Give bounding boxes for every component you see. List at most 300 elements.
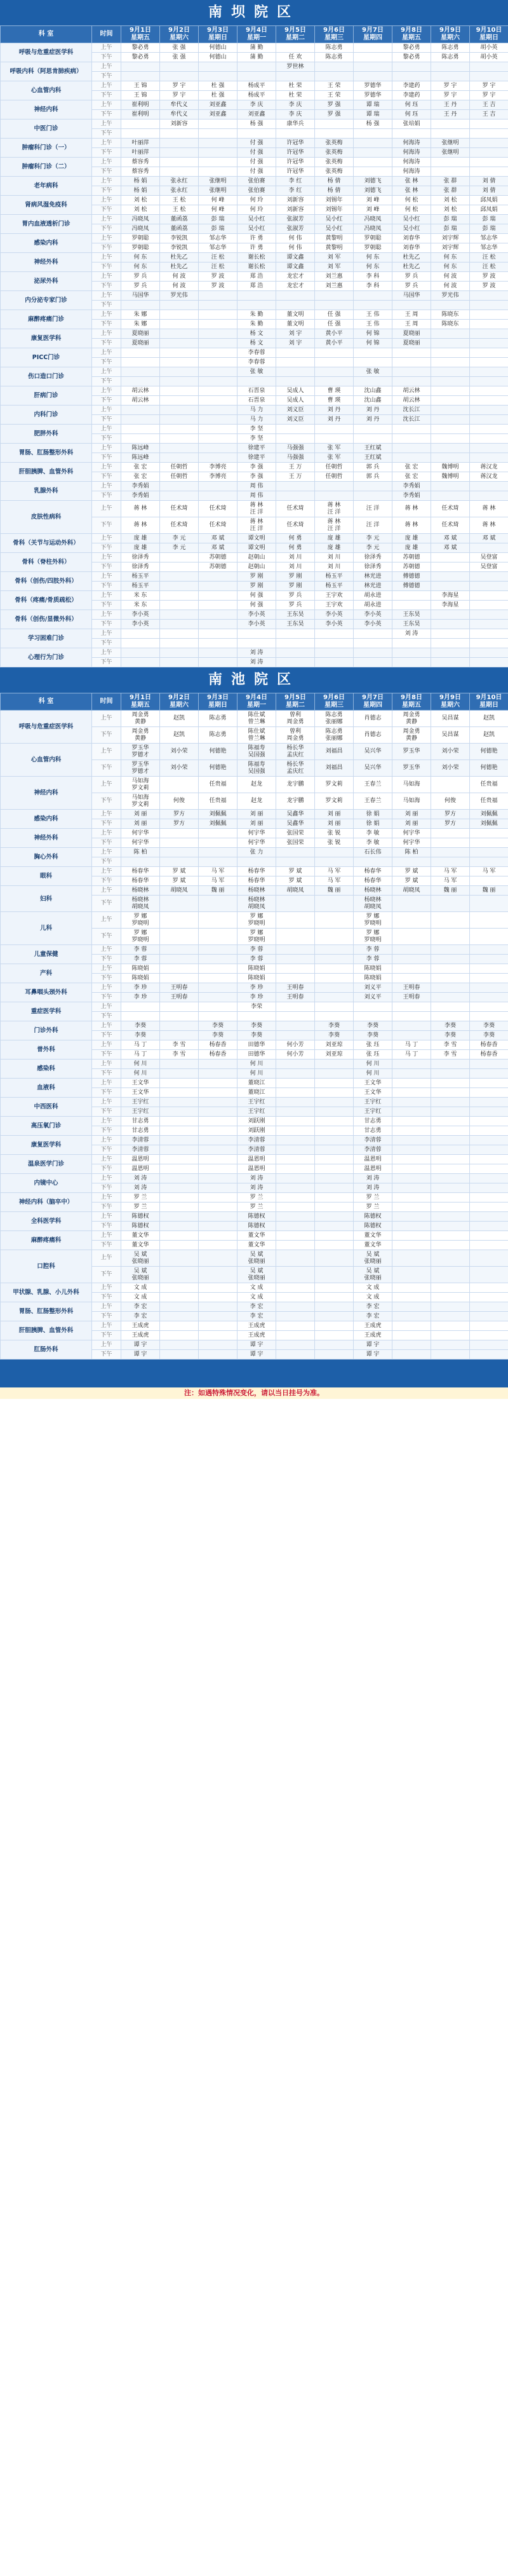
doctor-cell: 杨晓林 [237,886,276,896]
doctor-cell: 文 成 [121,1293,160,1302]
doctor-cell: 蒋 林 [392,517,431,534]
doctor-cell: 黄小平 [315,329,354,339]
doctor-cell [470,912,508,929]
doctor-cell: 刘 军 [315,253,354,262]
doctor-cell: 王 荣 [315,91,354,100]
doctor-cell [199,896,237,912]
time-slot: 下午 [92,793,121,810]
schedule-row [1,534,508,543]
doctor-cell [160,912,199,929]
doctor-cell [315,629,354,639]
doctor-cell [276,1021,315,1031]
doctor-cell: 刘 丽 [315,819,354,829]
doctor-cell: 李 强 [237,472,276,482]
doctor-cell [431,367,470,377]
day-weekday: 星期六 [441,702,460,709]
doctor-cell [160,444,199,453]
department-name: 重症医学科 [1,1002,92,1021]
doctor-cell [160,1012,199,1021]
doctor-cell: 何 东 [354,253,392,262]
time-slot: 下午 [92,857,121,867]
doctor-cell [276,1302,315,1312]
day-weekday: 星期二 [286,702,305,709]
doctor-cell [199,491,237,501]
doctor-cell: 邓 斌 [199,543,237,553]
time-slot: 下午 [92,1126,121,1136]
time-slot: 下午 [92,415,121,425]
doctor-cell: 王文华 [354,1079,392,1088]
doctor-cell [276,348,315,358]
doctor-cell [392,1021,431,1031]
doctor-cell: 何海涛 [392,167,431,177]
doctor-cell: 杨玉平 [121,582,160,591]
doctor-cell: 王成虎 [354,1321,392,1331]
doctor-cell: 林光进 [354,572,392,582]
doctor-cell: 罗玉华 罗德才 [121,744,160,760]
doctor-cell: 刘亚鑫 [199,100,237,110]
department-name: 肝病门诊 [1,386,92,405]
doctor-cell [199,139,237,148]
doctor-cell [199,405,237,415]
doctor-cell [276,1069,315,1079]
schedule-row [1,912,508,929]
doctor-cell: 王成虎 [121,1331,160,1340]
doctor-cell: 杨晓林 胡晓凤 [354,896,392,912]
schedule-row [1,777,508,793]
doctor-cell: 邓 斌 [431,543,470,553]
doctor-cell: 夏晓丽 [121,329,160,339]
doctor-cell: 王明春 [160,983,199,993]
doctor-cell: 谭 宇 [354,1340,392,1350]
doctor-cell [199,955,237,964]
doctor-cell: 蔡容秀 [121,158,160,167]
doctor-cell: 刘兰惠 [315,282,354,291]
doctor-cell [199,1088,237,1098]
doctor-cell: 张继明 [199,186,237,196]
doctor-cell: 李 蓉 [354,945,392,955]
doctor-cell [392,1031,431,1040]
doctor-cell: 王 锦 [121,81,160,91]
doctor-cell: 周金勇 黄静 [392,711,431,727]
doctor-cell: 罗世林 [276,62,315,72]
doctor-cell [199,1060,237,1069]
doctor-cell [160,158,199,167]
doctor-cell [160,777,199,793]
doctor-cell: 刘佩佩 [470,810,508,819]
schedule-row [1,329,508,339]
doctor-cell: 马 军 [431,867,470,876]
doctor-cell [392,1340,431,1350]
doctor-cell [315,857,354,867]
doctor-cell: 温恩明 [237,1155,276,1164]
department-name: 麻醉疼痛门诊 [1,310,92,329]
doctor-cell [199,1079,237,1088]
doctor-cell [160,848,199,857]
schedule-row [1,482,508,491]
doctor-cell: 李春蓉 [237,358,276,367]
doctor-cell: 陈志勇 张丽娜 [315,727,354,744]
doctor-cell [121,358,160,367]
doctor-cell: 康华兵 [276,119,315,129]
doctor-cell [121,62,160,72]
doctor-cell: 何 松 [392,205,431,215]
time-slot: 上午 [92,215,121,224]
time-slot: 上午 [92,1231,121,1241]
doctor-cell: 刘 峰 [354,196,392,205]
time-slot: 下午 [92,1222,121,1231]
doctor-cell [354,658,392,667]
doctor-cell [392,1203,431,1212]
doctor-cell [199,339,237,348]
doctor-cell [160,339,199,348]
doctor-cell [199,1117,237,1126]
time-slot: 下午 [92,1241,121,1250]
doctor-cell: 沈山鑫 [354,386,392,396]
doctor-cell [315,1002,354,1012]
day-date: 9月1日 [130,27,151,34]
doctor-cell: 周金勇 黄静 [121,711,160,727]
doctor-cell: 李葵 [237,1021,276,1031]
doctor-cell [160,648,199,658]
doctor-cell: 李博亮 [199,463,237,472]
time-slot: 下午 [92,224,121,234]
doctor-cell [392,1098,431,1107]
time-slot: 上午 [92,1155,121,1164]
doctor-cell: 田德华 [237,1050,276,1060]
doctor-cell [470,1012,508,1021]
doctor-cell: 马 力 [237,415,276,425]
doctor-cell [160,1164,199,1174]
doctor-cell [354,377,392,386]
doctor-cell [392,912,431,929]
doctor-cell: 刘 松 [431,205,470,215]
time-slot: 下午 [92,186,121,196]
time-slot: 上午 [92,62,121,72]
doctor-cell [431,1012,470,1021]
doctor-cell: 罗 兰 [121,1203,160,1212]
doctor-cell: 李锐凯 [160,243,199,253]
doctor-cell [392,1312,431,1321]
doctor-cell: 罗 兵 [276,591,315,601]
department-name: 甲状腺、乳腺、小儿外科 [1,1283,92,1302]
time-slot: 上午 [92,100,121,110]
doctor-cell: 庞 雄 [315,534,354,543]
doctor-cell [315,929,354,945]
doctor-cell [237,629,276,639]
doctor-cell: 张永红 [160,186,199,196]
doctor-cell: 蒋 林 [121,517,160,534]
doctor-cell [470,148,508,158]
doctor-cell [354,434,392,444]
schedule-row [1,234,508,243]
doctor-cell: 马 丁 [392,1040,431,1050]
doctor-cell [315,1098,354,1107]
doctor-cell: 李 敏 [354,829,392,838]
department-name: 乳腺外科 [1,482,92,501]
doctor-cell [392,1212,431,1222]
doctor-cell [199,639,237,648]
time-slot: 上午 [92,983,121,993]
doctor-cell [121,658,160,667]
doctor-cell [431,582,470,591]
doctor-cell [276,301,315,310]
doctor-cell: 张继明 [431,148,470,158]
doctor-cell [392,1250,431,1267]
doctor-cell [160,1231,199,1241]
schedule-row [1,1060,508,1069]
doctor-cell [392,1069,431,1079]
doctor-cell: 李 蓉 [354,955,392,964]
doctor-cell [199,1267,237,1283]
doctor-cell [431,1222,470,1231]
doctor-cell: 罗 斌 [276,876,315,886]
doctor-cell: 李 元 [160,534,199,543]
doctor-cell [431,72,470,81]
doctor-cell [315,1321,354,1331]
doctor-cell: 李 蓉 [121,955,160,964]
schedule-row [1,1136,508,1145]
doctor-cell [431,829,470,838]
doctor-cell [160,358,199,367]
doctor-cell: 罗光伟 [160,291,199,301]
doctor-cell: 张伯赛 [237,177,276,186]
time-slot: 上午 [92,405,121,415]
doctor-cell [199,425,237,434]
department-name: 胃肠、肛肠整形外科 [1,1302,92,1321]
doctor-cell [392,72,431,81]
doctor-cell: 刘春华 [392,243,431,253]
day-date: 9月4日 [246,27,267,34]
doctor-cell: 杨春华 [237,867,276,876]
doctor-cell [276,1203,315,1212]
schedule-row [1,829,508,838]
doctor-cell: 马 丁 [121,1050,160,1060]
doctor-cell: 马强强 [276,444,315,453]
doctor-cell [470,339,508,348]
schedule-row [1,444,508,453]
doctor-cell [276,72,315,81]
time-slot: 下午 [92,876,121,886]
doctor-cell: 魏博明 [431,463,470,472]
schedule-row [1,1155,508,1164]
doctor-cell: 何 东 [354,262,392,272]
schedule-row [1,1117,508,1126]
doctor-cell: 杨晓林 胡晓凤 [121,896,160,912]
day-weekday: 星期五 [402,34,421,41]
doctor-cell: 汪 洋 [354,501,392,517]
department-name: 口腔科 [1,1250,92,1283]
time-slot: 上午 [92,119,121,129]
time-slot: 上午 [92,348,121,358]
doctor-cell: 杨春华 [237,876,276,886]
doctor-cell: 张 宏 [121,463,160,472]
doctor-cell [431,848,470,857]
doctor-cell [160,1031,199,1040]
doctor-cell [470,1193,508,1203]
doctor-cell [392,377,431,386]
doctor-cell [470,167,508,177]
doctor-cell: 刘 松 [121,205,160,215]
doctor-cell: 郑 浩 [237,282,276,291]
doctor-cell [354,857,392,867]
doctor-cell [470,348,508,358]
doctor-cell: 罗德华 [354,81,392,91]
doctor-cell: 夏晓丽 [392,339,431,348]
doctor-cell: 曾利 周金勇 [276,711,315,727]
doctor-cell [431,1241,470,1250]
doctor-cell [276,367,315,377]
doctor-cell [121,129,160,139]
doctor-cell [276,1241,315,1250]
time-slot: 上午 [92,444,121,453]
department-name: 神经内科（脑卒中） [1,1193,92,1212]
doctor-cell: 王成虎 [121,1321,160,1331]
day-column-header [121,693,160,711]
doctor-cell: 刘锡年 [315,196,354,205]
doctor-cell [470,1145,508,1155]
doctor-cell [276,629,315,639]
doctor-cell [315,1069,354,1079]
doctor-cell: 刘 峰 [354,205,392,215]
doctor-cell: 刘跃刚 [237,1117,276,1126]
day-weekday: 星期五 [402,702,421,709]
doctor-cell: 马强强 [276,453,315,463]
doctor-cell [199,1321,237,1331]
doctor-cell: 吴鑫华 [276,819,315,829]
doctor-cell: 杨成平 [237,81,276,91]
doctor-cell: 何宇华 [121,829,160,838]
doctor-cell [160,434,199,444]
time-slot: 上午 [92,272,121,282]
doctor-cell: 蒋 林 [392,501,431,517]
doctor-cell [199,310,237,320]
doctor-cell [276,912,315,929]
doctor-cell [160,72,199,81]
doctor-cell [160,838,199,848]
doctor-cell [315,1302,354,1312]
doctor-cell [160,1283,199,1293]
doctor-cell [160,139,199,148]
doctor-cell: 罗方 [160,819,199,829]
doctor-cell: 刘 涛 [121,1183,160,1193]
doctor-cell [276,377,315,386]
doctor-cell [199,1350,237,1360]
schedule-row [1,119,508,129]
doctor-cell [470,591,508,601]
day-date: 9月7日 [362,27,384,34]
doctor-cell [315,72,354,81]
doctor-cell: 罗玉华 [392,744,431,760]
doctor-cell [160,482,199,491]
schedule-row [1,1002,508,1012]
time-slot: 下午 [92,760,121,777]
doctor-cell [199,1107,237,1117]
doctor-cell: 刘德飞 [354,177,392,186]
doctor-cell: 何德艳 [199,744,237,760]
doctor-cell [199,1340,237,1350]
doctor-cell [392,929,431,945]
doctor-cell [470,601,508,610]
doctor-cell [160,348,199,358]
doctor-cell: 崔利明 [121,100,160,110]
doctor-cell: 任 欢 [276,53,315,62]
doctor-cell [392,658,431,667]
doctor-cell [392,1183,431,1193]
doctor-cell [160,572,199,582]
day-weekday: 星期五 [131,34,150,41]
schedule-row [1,553,508,562]
doctor-cell: 刘 军 [315,262,354,272]
doctor-cell [199,857,237,867]
doctor-cell: 罗 兰 [354,1203,392,1212]
day-weekday: 星期二 [286,34,305,41]
doctor-cell [470,425,508,434]
doctor-cell: 杨玉平 [315,572,354,582]
doctor-cell [470,945,508,955]
doctor-cell: 罗 宇 [470,91,508,100]
time-slot: 下午 [92,243,121,253]
doctor-cell [315,648,354,658]
doctor-cell: 徐建平 [237,453,276,463]
doctor-cell: 周 伟 [237,491,276,501]
time-slot: 上午 [92,1040,121,1050]
doctor-cell: 刘佩佩 [470,819,508,829]
doctor-cell: 黄黎明 [315,243,354,253]
doctor-cell: 陈晓娟 [237,974,276,983]
day-date: 9月2日 [168,694,190,701]
doctor-cell: 杨玉平 [121,572,160,582]
doctor-cell: 文 成 [354,1293,392,1302]
doctor-cell: 王宇红 [354,1098,392,1107]
doctor-cell: 马如海 罗文莉 [121,793,160,810]
doctor-cell [470,310,508,320]
doctor-cell: 何海涛 [392,139,431,148]
doctor-cell: 何宇华 [237,829,276,838]
doctor-cell: 王红斌 [354,444,392,453]
doctor-cell: 郭 兵 [354,472,392,482]
doctor-cell [470,639,508,648]
doctor-cell [121,648,160,658]
doctor-cell: 罗 娜 罗晓明 [237,929,276,945]
doctor-cell: 朱 勤 [237,310,276,320]
time-slot: 上午 [92,1193,121,1203]
doctor-cell [276,1098,315,1107]
doctor-cell: 王明春 [392,983,431,993]
doctor-cell [121,301,160,310]
doctor-cell [431,1107,470,1117]
department-name: 产科 [1,964,92,983]
doctor-cell [354,72,392,81]
doctor-cell [160,320,199,329]
doctor-cell: 蒲 勤 [237,53,276,62]
doctor-cell: 刘 川 [315,553,354,562]
doctor-cell: 何 玲 [237,205,276,215]
doctor-cell: 何 松 [392,196,431,205]
doctor-cell: 何小芳 [276,1050,315,1060]
doctor-cell: 刘小荣 [431,760,470,777]
doctor-cell: 王春兰 [354,793,392,810]
doctor-cell: 任 强 [315,310,354,320]
doctor-cell: 罗朝聪 [121,234,160,243]
schedule-row [1,848,508,857]
doctor-cell [470,377,508,386]
doctor-cell: 付 强 [237,148,276,158]
doctor-cell: 吴 斌 张晓丽 [354,1250,392,1267]
doctor-cell [470,482,508,491]
doctor-cell [431,983,470,993]
doctor-cell: 文 成 [121,1283,160,1293]
doctor-cell: 何 川 [354,1069,392,1079]
